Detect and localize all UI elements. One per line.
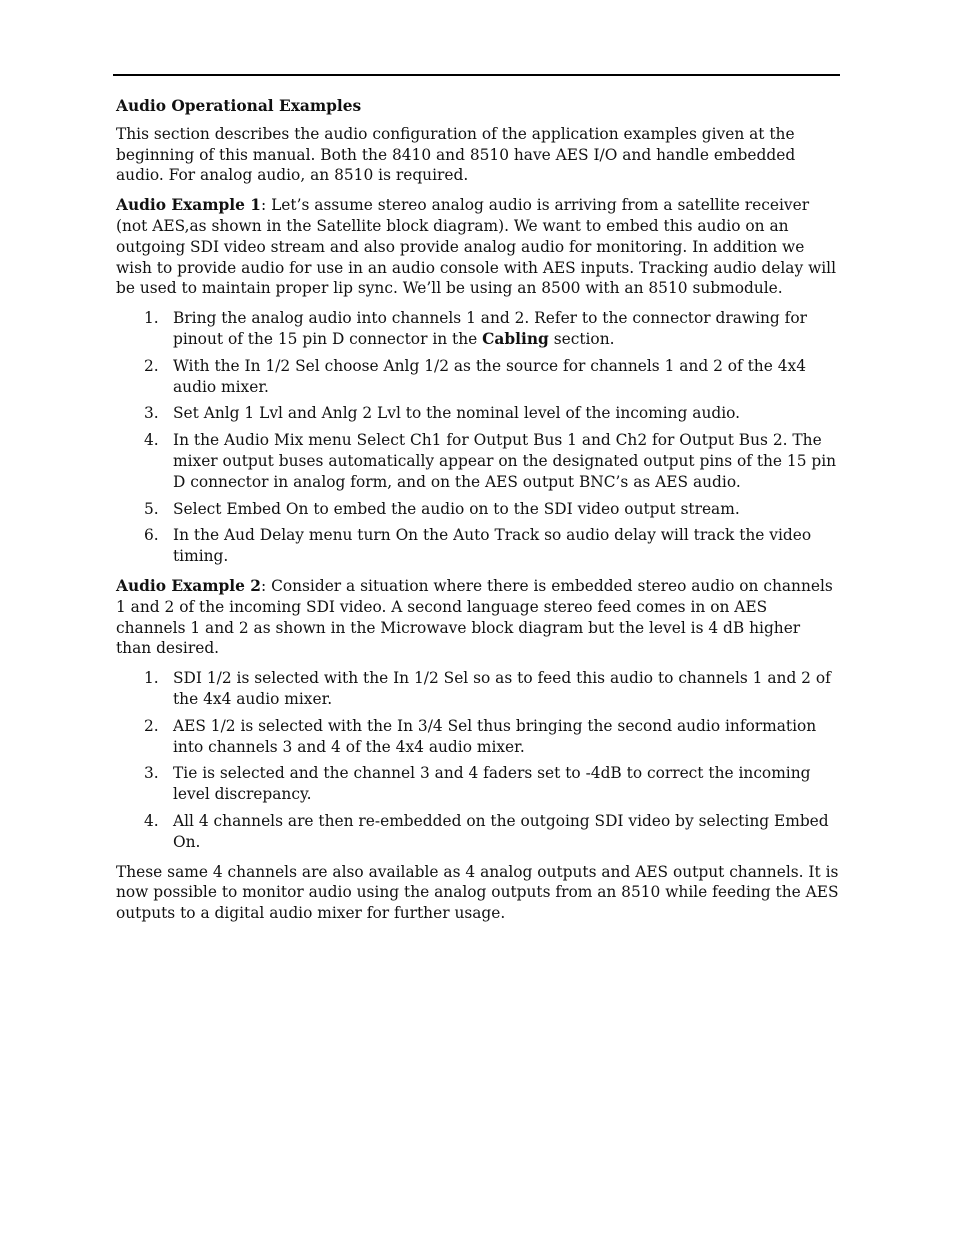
document-body	[116, 96, 840, 933]
example1-text: : Let’s assume stereo analog audio is arriving from a satellite receiver (not AES,as shown in the Satellite block diagram). We want to embed this audio on an outgoing SDI video stream and also provide analog audio for monitoring. In addition we wish to provide audio for use in an audio console with AES inputs. Tracking audio delay will be used to maintain proper lip sync. We’ll be using an 8500 with an 8510 submodule.	[116, 196, 837, 298]
intro-paragraph: This section describes the audio configuration of the application examples given at the beginning of this manual. Both the 8410 and 8510 have AES I/O and handle embedded audio. For analog audio, an 8510 is required.	[116, 124, 796, 185]
header-rule	[113, 74, 840, 76]
example2-label: Audio Example 2	[116, 576, 261, 595]
step-number: 2.	[144, 716, 159, 735]
example2-step	[116, 811, 840, 853]
step-text: SDI 1/2 is selected with the In 1/2 Sel so as to feed this audio to channels 1 and 2 of the 4x4 audio mixer.	[173, 669, 831, 708]
step-number: 3.	[144, 764, 159, 783]
example2-steps	[116, 668, 840, 852]
example2-text: : Consider a situation where there is embedded stereo audio on channels 1 and 2 of the incoming SDI video. A second language stereo feed comes in on AES channels 1 and 2 as shown in the Microwave block diagram but the level is 4 dB higher than desired.	[116, 576, 833, 658]
step-text: All 4 channels are then re-embedded on the outgoing SDI video by selecting Embed On.	[173, 811, 829, 851]
example2-step	[116, 716, 840, 758]
example1-step	[116, 308, 840, 350]
step-text: Bring the analog audio into channels 1 and 2. Refer to the connector drawing for pinout of the 15 pin D connector in the	[173, 309, 807, 348]
example2-step	[116, 763, 840, 805]
example2-step	[116, 668, 840, 710]
example1-step	[116, 356, 840, 398]
step-text: In the Audio Mix menu Select Ch1 for Output Bus 1 and Ch2 for Output Bus 2. The mixer output buses automatically appear on the designated output pins of the 15 pin D connector in analog form, and on the AES output BNC’s as AES audio.	[173, 431, 837, 491]
example1-paragraph	[116, 195, 840, 299]
example2-paragraph	[116, 576, 840, 659]
step-number: 3.	[144, 404, 159, 423]
example1-step	[116, 403, 840, 424]
step-number: 2.	[144, 356, 159, 375]
example1-steps	[116, 308, 840, 567]
step-number: 4.	[144, 431, 159, 450]
step-number: 6.	[144, 526, 159, 545]
step-text-end: section.	[548, 329, 615, 348]
step-text: Select Embed On to embed the audio on to the SDI video output stream.	[173, 499, 740, 518]
example1-step	[116, 525, 840, 567]
section-heading: Audio Operational Examples	[116, 97, 362, 115]
step-number: 5.	[144, 499, 159, 518]
step-number: 1.	[144, 309, 159, 328]
closing-paragraph: These same 4 channels are also available as 4 analog outputs and AES output channels. It is now possible to monitor audio using the analog outputs from an 8510 while feeding the AES outputs to a digital audio mixer for further usage.	[116, 862, 839, 923]
step-text: In the Aud Delay menu turn On the Auto Track so audio delay will track the video timing.	[173, 526, 812, 566]
cabling-reference: Cabling	[482, 329, 549, 348]
example1-step	[116, 499, 840, 520]
example1-label: Audio Example 1	[116, 196, 261, 215]
step-number: 1.	[144, 669, 159, 688]
step-text: Set Anlg 1 Lvl and Anlg 2 Lvl to the nominal level of the incoming audio.	[173, 404, 741, 423]
step-text: AES 1/2 is selected with the In 3/4 Sel thus bringing the second audio information into channels 3 and 4 of the 4x4 audio mixer.	[173, 716, 817, 756]
example1-step	[116, 430, 840, 492]
step-number: 4.	[144, 811, 159, 830]
step-text: With the In 1/2 Sel choose Anlg 1/2 as the source for channels 1 and 2 of the 4x4 audio mixer.	[173, 356, 806, 396]
step-text: Tie is selected and the channel 3 and 4 faders set to -4dB to correct the incoming level discrepancy.	[173, 764, 811, 804]
